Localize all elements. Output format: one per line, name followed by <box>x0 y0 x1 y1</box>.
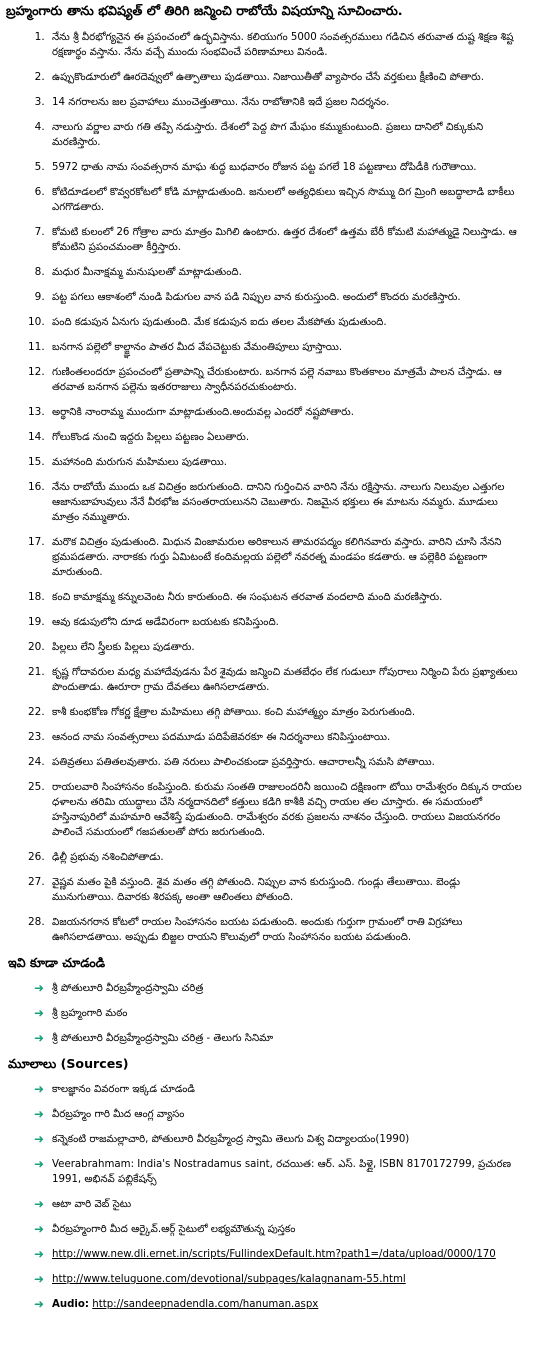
prophecy-item: 26. ఢిల్లీ ప్రభువు నశించిపోతాడు. <box>48 850 525 865</box>
source-link[interactable]: వీరబ్రహ్మం గారి మీద ఆంగ్ల వ్యాసం <box>52 1109 185 1120</box>
source-item[interactable] <box>34 1107 525 1122</box>
source-item[interactable] <box>34 1247 525 1262</box>
audio-label: Audio: <box>52 1299 89 1310</box>
source-item[interactable] <box>34 1297 525 1312</box>
arrow-right-icon: ➜ <box>34 1031 45 1045</box>
prophecy-list <box>6 30 533 945</box>
arrow-right-icon: ➜ <box>34 1297 45 1311</box>
prophecy-item: 25. రాయలవారి సింహాసనం కంపిస్తుంది. కురుమ సంతతి రాజులందరినీ జయించి దక్షిణంగా టోయి రామేశ్వరం దిక్కున రాయల ధళాలను తరిమి యుద్ధాలు చేసి నర్మదానదిలో కత్తులు కడిగి కాశీకి వచ్చి రాయల తల చూస్తారు. ఈ సమయంలో హస్తినాపురిలో మహమారి ఆవేశిస్తే పుడుతుంది. రామేశ్వరం వరకు ప్రజలను నాశనం చేస్తుంది. రాయలు విజయనగరం పాలించే సమయంలో గజపతులతో పోరు జరుగుతుంది. <box>48 780 525 840</box>
prophecy-item: 7. కోమటి కులంలో 26 గోత్రాల వారు మాత్రం మిగిలి ఉంటారు. ఉత్తర దేశంలో ఉత్తమ బేరీ కోమటి మహాత్ముడై నిలుస్తాడు. ఆ కోమటిని ప్రపంచమంతా కీర్తిస్తారు. <box>48 225 525 255</box>
arrow-right-icon: ➜ <box>34 1157 45 1171</box>
prophecy-item: 10. పంది కడుపున ఏనుగు పుడుతుంది. మేక కడుపున ఐదు తలల మేకపోతు పుడుతుంది. <box>48 315 525 330</box>
source-citation: కన్నెకంటి రాజమల్లాచారి, పోతులూరి వీరబ్రహ్మేంద్ర స్వామి తెలుగు విశ్వ విద్యాలయం(1990) <box>52 1134 410 1145</box>
see-also-item[interactable] <box>34 1031 525 1046</box>
arrow-right-icon: ➜ <box>34 981 45 995</box>
source-citation: Veerabrahmam: India's Nostradamus saint, రచయిత: ఆర్. ఎస్. పిళ్లై, ISBN 8170172799, ప్రచురణ 1991, అభినవ్ పబ్లికేషన్స్ <box>52 1159 512 1185</box>
prophecy-item: 16. నేను రాబోయే ముందు ఒక విచిత్రం జరుగుతుంది. దానిని గుర్తించిన వారిని నేను రక్షిస్తాను. నాలుగు నిలువుల ఎత్తుగల ఆజానుబాహువులు నేనే వీరభోజ వసంతరాయలునని చెబుతారు. నిజమైన భక్తులు ఈ మాటను నమ్మరు. మూడులు మాత్రం నమ్ముతారు. <box>48 480 525 525</box>
source-item <box>34 1157 525 1187</box>
source-item[interactable] <box>34 1082 525 1097</box>
see-also-link[interactable]: శ్రీ పోతులూరి వీరబ్రహ్మేంద్రస్వామి చరిత్ర - తెలుగు సినిమా <box>52 1033 274 1044</box>
arrow-right-icon: ➜ <box>34 1272 45 1286</box>
article <box>0 2 533 1312</box>
prophecy-item: 27. వైష్ణవ మతం పైకి వస్తుంది. శైవ మతం తగ్గి పోతుంది. నిప్పుల వాన కురుస్తుంది. గుండ్లు తేలుతాయి. బెండ్లు మునుగుతాయి. దివారకు శిరపక్క అంతా ఆలింతలు పోతుంది. <box>48 875 525 905</box>
prophecy-item: 22. కాశీ కుంభకోణ గోకర్ణ క్షేత్రాల మహిమలు తగ్గి పోతాయి. కంచి మహాత్మ్యం మాత్రం పెరుగుతుంది. <box>48 705 525 720</box>
prophecy-item: 21. కృష్ణ గోదావరుల మధ్య మహాదేవుడను పేర శైవుడు జన్మించి మతబేధం లేక గుడులూ గోపురాలు నిర్మించి పేరు ప్రఖ్యాతులు పొందుతాడు. ఊరూరా గ్రామ దేవతలు ఊగిసలాడతారు. <box>48 665 525 695</box>
source-item[interactable] <box>34 1197 525 1212</box>
arrow-right-icon: ➜ <box>34 1222 45 1236</box>
prophecy-item: 8. మధుర మీనాక్షమ్మ మనుషులతో మాట్లాడుతుంది. <box>48 265 525 280</box>
prophecy-item: 11. బనగాన పల్లెలో కాల్జ్ఞానం పాతర మీద వేపచెట్టుకు వేమంతిపూలు పూస్తాయి. <box>48 340 525 355</box>
prophecy-item: 20. పిల్లలు లేని స్త్రీలకు పిల్లలు పుడతారు. <box>48 640 525 655</box>
see-also-list <box>6 981 533 1046</box>
source-link[interactable]: కాలజ్ఞానం వివరంగా ఇక్కడ చూడండి <box>52 1084 195 1095</box>
prophecy-item: 17. మరొక విచిత్రం పుడుతుంది. మిధున వింజామరుల అరికాలున తామరపద్మం కలిగినవారు వస్తారు. వారిని చూసి నేనని భ్రమపడతారు. నారాకకు గుర్తు ఏమిటంటే కందిమల్లయ పల్లెలో నవరత్న మండపం కడతారు. ఆ పల్లెకిరి పట్టణంగా మారుతుంది. <box>48 535 525 580</box>
teluguone-url-link[interactable]: http://www.teluguone.com/devotional/subpages/kalagnanam-55.html <box>52 1274 406 1285</box>
page-heading: బ్రహ్మంగారు తాను భవిష్యత్ లో తిరిగి జన్మించి రాబోయే విషయాన్ని సూచించారు. <box>6 4 403 19</box>
prophecy-item: 4. నాలుగు వర్ణాల వారు గతి తప్పి నడుస్తారు. దేశంలో పెద్ద పొగ మేఘం కమ్ముకుంటుంది. ప్రజలు దానిలో చిక్కుకుని మరణిస్తారు. <box>48 120 525 150</box>
see-also-link[interactable]: శ్రీ పోతులూరి వీరబ్రహ్మేంద్రస్వామి చరిత్ర <box>52 983 204 994</box>
prophecy-item: 5. 5972 ధాతు నామ సంవత్సరాన మాఘ శుద్ధ బుధవారం రోజున పట్ట పగలే 18 పట్టణాలు దోపిడీకి గురౌతాయి. <box>48 160 525 175</box>
prophecy-item: 23. ఆనంద నామ సంవత్సరాలు పదమూడు పదిపేజెవరకూ ఈ నిదర్శనాలు కనిపిస్తుంటాయి. <box>48 730 525 745</box>
prophecy-item: 19. ఆవు కడుపులోని దూడ అడేవిరంగా బయటకు కనిపిస్తుంది. <box>48 615 525 630</box>
source-link[interactable]: ఆటా వారి వెబ్ సైటు <box>52 1199 132 1210</box>
prophecy-item: 6. కోటిదూడలలో కొవ్వరకోటలో కోడి మాట్లాడుతుంది. జనులలో అత్యధికులు ఇచ్చిన సొమ్ము దిగ మ్రింగి అబద్ధాలాడి బాకీలు ఎగగొడతారు. <box>48 185 525 215</box>
prophecy-item: 2. ఉప్పుకొండూరులో ఊరదెవ్వులో ఉత్పాతాలు పుడతాయి. నిజాయితీతో వ్యాపారం చేసే వర్తకులు క్షీణించి పోతారు. <box>48 70 525 85</box>
prophecy-item: 18. కంచి కామాక్షమ్మ కన్నులవెంట నీరు కారుతుంది. ఈ సంఘటన తరవాత వందలాది మంది మరణిస్తారు. <box>48 590 525 605</box>
see-also-link[interactable]: శ్రీ బ్రహ్మంగారి మఠం <box>52 1008 128 1019</box>
prophecy-item: 3. 14 నగరాలను జల ప్రవాహాలు ముంచెత్తుతాయి. నేను రాబోతానికి ఇదే ప్రజల నిదర్శనం. <box>48 95 525 110</box>
arrow-right-icon: ➜ <box>34 1006 45 1020</box>
source-item[interactable] <box>34 1222 525 1237</box>
arrow-right-icon: ➜ <box>34 1132 45 1146</box>
prophecy-item: 9. పట్ట పగలు ఆకాశంలో నుండి పిడుగుల వాన పడి నిప్పుల వాన కురుస్తుంది. అందులో కొందరు మరణిస్తారు. <box>48 290 525 305</box>
prophecy-item: 12. గుణింతలందరూ ప్రపంచంలో ప్రతాపాన్ని చేరుకుంటారు. బనగాన పల్లె నవాబు కొంతకాలం మాత్రమే పాలన చేస్తాడు. ఆ తరవాత బనగాన పల్లెను ఇతరరాజులు స్వాధీనపరచుకుంటారు. <box>48 365 525 395</box>
prophecy-item: 13. అర్థానికి నాంరామ్మ ముందుగా మాట్లాడుతుంది.అందువల్ల ఎందరో నష్టపోతారు. <box>48 405 525 420</box>
source-item[interactable] <box>34 1272 525 1287</box>
sources-heading: మూలాలు (Sources) <box>8 1056 129 1071</box>
arrow-right-icon: ➜ <box>34 1107 45 1121</box>
prophecy-item: 14. గోలుకొండ నుంచి ఇద్దరు పిల్లలు పట్టణం ఏలుతారు. <box>48 430 525 445</box>
arrow-right-icon: ➜ <box>34 1247 45 1261</box>
arrow-right-icon: ➜ <box>34 1082 45 1096</box>
source-link[interactable]: వీరబ్రహ్మంగారి మీద ఆర్కైవ్.ఆర్గ్ సైటులో లభ్యమౌతున్న పుస్తకం <box>52 1224 296 1235</box>
dli-url-link[interactable]: http://www.new.dli.ernet.in/scripts/FullindexDefault.htm?path1=/data/upload/0000/170 <box>52 1249 496 1260</box>
arrow-right-icon: ➜ <box>34 1197 45 1211</box>
prophecy-item: 24. పతివ్రతలు పతితలవుతారు. పతి నరులు పాలించకుండా ప్రవర్తిస్తారు. ఆచారాలన్నీ సమసి పోతాయి. <box>48 755 525 770</box>
source-item <box>34 1132 525 1147</box>
prophecy-item: 28. విజయనగరాన కోటలో రాయల సింహాసనం బయట పడుతుంది. అందుకు గుర్తుగా గ్రామంలో రాతి విగ్రహాలు ఊగిసలాడతాయి. అప్పుడు బిజ్జల రాయని కొలువులో రాయ సింహాసనం బయట పడుతుంది. <box>48 915 525 945</box>
see-also-item[interactable] <box>34 981 525 996</box>
see-also-heading: ఇవి కూడా చూడండి <box>8 955 106 970</box>
see-also-item[interactable] <box>34 1006 525 1021</box>
sources-list <box>6 1082 533 1312</box>
prophecy-item: 15. మహానంది మరుగున మహిమలు పుడతాయి. <box>48 455 525 470</box>
audio-url-link[interactable]: http://sandeepnadendla.com/hanuman.aspx <box>92 1299 319 1310</box>
prophecy-item: 1. నేను శ్రీ వీరభోగ్యనైన ఈ ప్రపంచంలో ఉద్భవిస్తాను. కలియుగం 5000 సంవత్సరములు గడిచిన తరువాత దుష్ట శిక్షణ శిష్ట రక్షణార్థం వస్తాను. నేను వచ్చే ముందు సంభవించే పరిణామాలు వినండి. <box>48 30 525 60</box>
